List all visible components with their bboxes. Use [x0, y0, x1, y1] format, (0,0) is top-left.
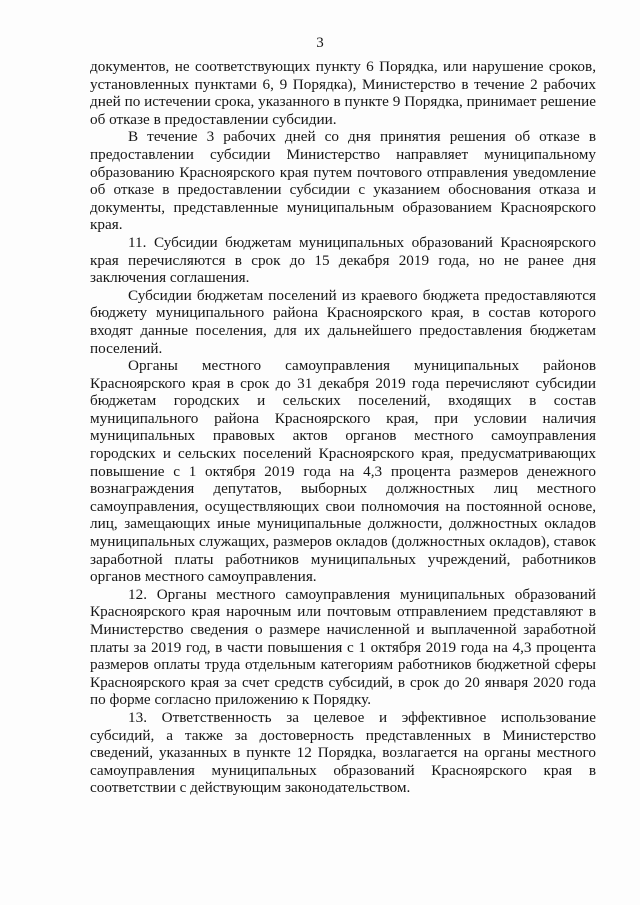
document-body — [90, 58, 596, 797]
paragraph-refusal-notice: В течение 3 рабочих дней со дня принятия решения об отказе в предоставлении субсидии Министерство направляет муниципальному образованию Красноярского края путем почтового отправления уведомление об отказе в предоставлении субсидии с указанием обоснования отказа и документы, представленные муниципальным образованием Красноярского края. — [90, 128, 596, 234]
paragraph-continuation: документов, не соответствующих пункту 6 Порядка, или нарушение сроков, установленных пунктами 6, 9 Порядка), Министерство в течение 2 рабочих дней по истечении срока, указанного в пункте 9 Порядка, принимает решение об отказе в предоставлении субсидии. — [90, 58, 596, 128]
paragraph-settlement-subsidies: Субсидии бюджетам поселений из краевого бюджета предоставляются бюджету муниципального района Красноярского края, в состав которого входят данные поселения, для их дальнейшего предоставления бюджетам поселений. — [90, 286, 596, 357]
paragraph-13: 13. Ответственность за целевое и эффективное использование субсидий, а также за достоверность представленных в Министерство сведений, указанных в пункте 12 Порядка, возлагается на органы местного самоуправления муниципальных образований Красноярского края в соответствии с действующим законодательством. — [90, 708, 596, 797]
page-number: 3 — [316, 35, 324, 51]
paragraph-district-bodies: Органы местного самоуправления муниципальных районов Красноярского края в срок до 31 декабря 2019 года перечисляют субсидии бюджетам городских и сельских поселений, входящих в состав муниципального района Красноярского края, при условии наличия муниципальных правовых актов органов местного самоуправления городских и сельских поселений Красноярского края, предусматривающих повышение с 1 октября 2019 года на 4,3 процента размеров денежного вознаграждения депутатов, выборных должностных лиц местного самоуправления, осуществляющих свои полномочия на постоянной основе, лиц, замещающих иные муниципальные должности, должностных окладов муниципальных служащих, размеров окладов (должностных окладов), ставок заработной платы работников муниципальных учреждений, работников органов местного самоуправления. — [90, 357, 596, 586]
paragraph-12: 12. Органы местного самоуправления муниципальных образований Красноярского края нарочным или почтовым отправлением представляют в Министерство сведения о размере начисленной и выплаченной заработной платы за 2019 год, в части повышения с 1 октября 2019 года на 4,3 процента размеров оплаты труда отдельным категориям работников бюджетной сферы Красноярского края за счет средств субсидий, в срок до 20 января 2020 года по форме согласно приложению к Порядку. — [90, 585, 596, 709]
paragraph-11: 11. Субсидии бюджетам муниципальных образований Красноярского края перечисляются в срок до 15 декабря 2019 года, но не ранее дня заключения соглашения. — [90, 233, 596, 287]
